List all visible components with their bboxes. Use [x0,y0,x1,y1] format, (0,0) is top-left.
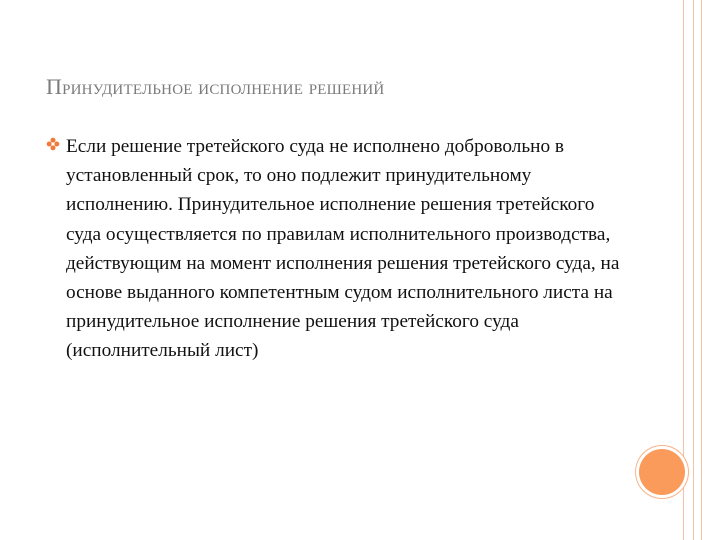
bullet-item [46,132,636,366]
slide-title: Принудительное исполнение решений [46,74,385,99]
flower-bullet-icon [46,137,66,156]
bullet-list [46,132,636,366]
frame-line-middle [693,0,694,540]
frame-line-left [683,0,684,540]
frame-line-right [701,0,702,540]
decorative-circle [639,449,685,495]
bullet-text: Если решение третейского суда не исполнено добровольно в установленный срок, то оно подлежит принудительному исполнению. Принудительное исполнение решения третейского суда осуществляется по правилам исполнительного производства, действующим на момент исполнения решения третейского суда, на основе выданного компетентным судом исполнительного листа на принудительное исполнение решения третейского суда (исполнительный лист) [66,136,620,362]
